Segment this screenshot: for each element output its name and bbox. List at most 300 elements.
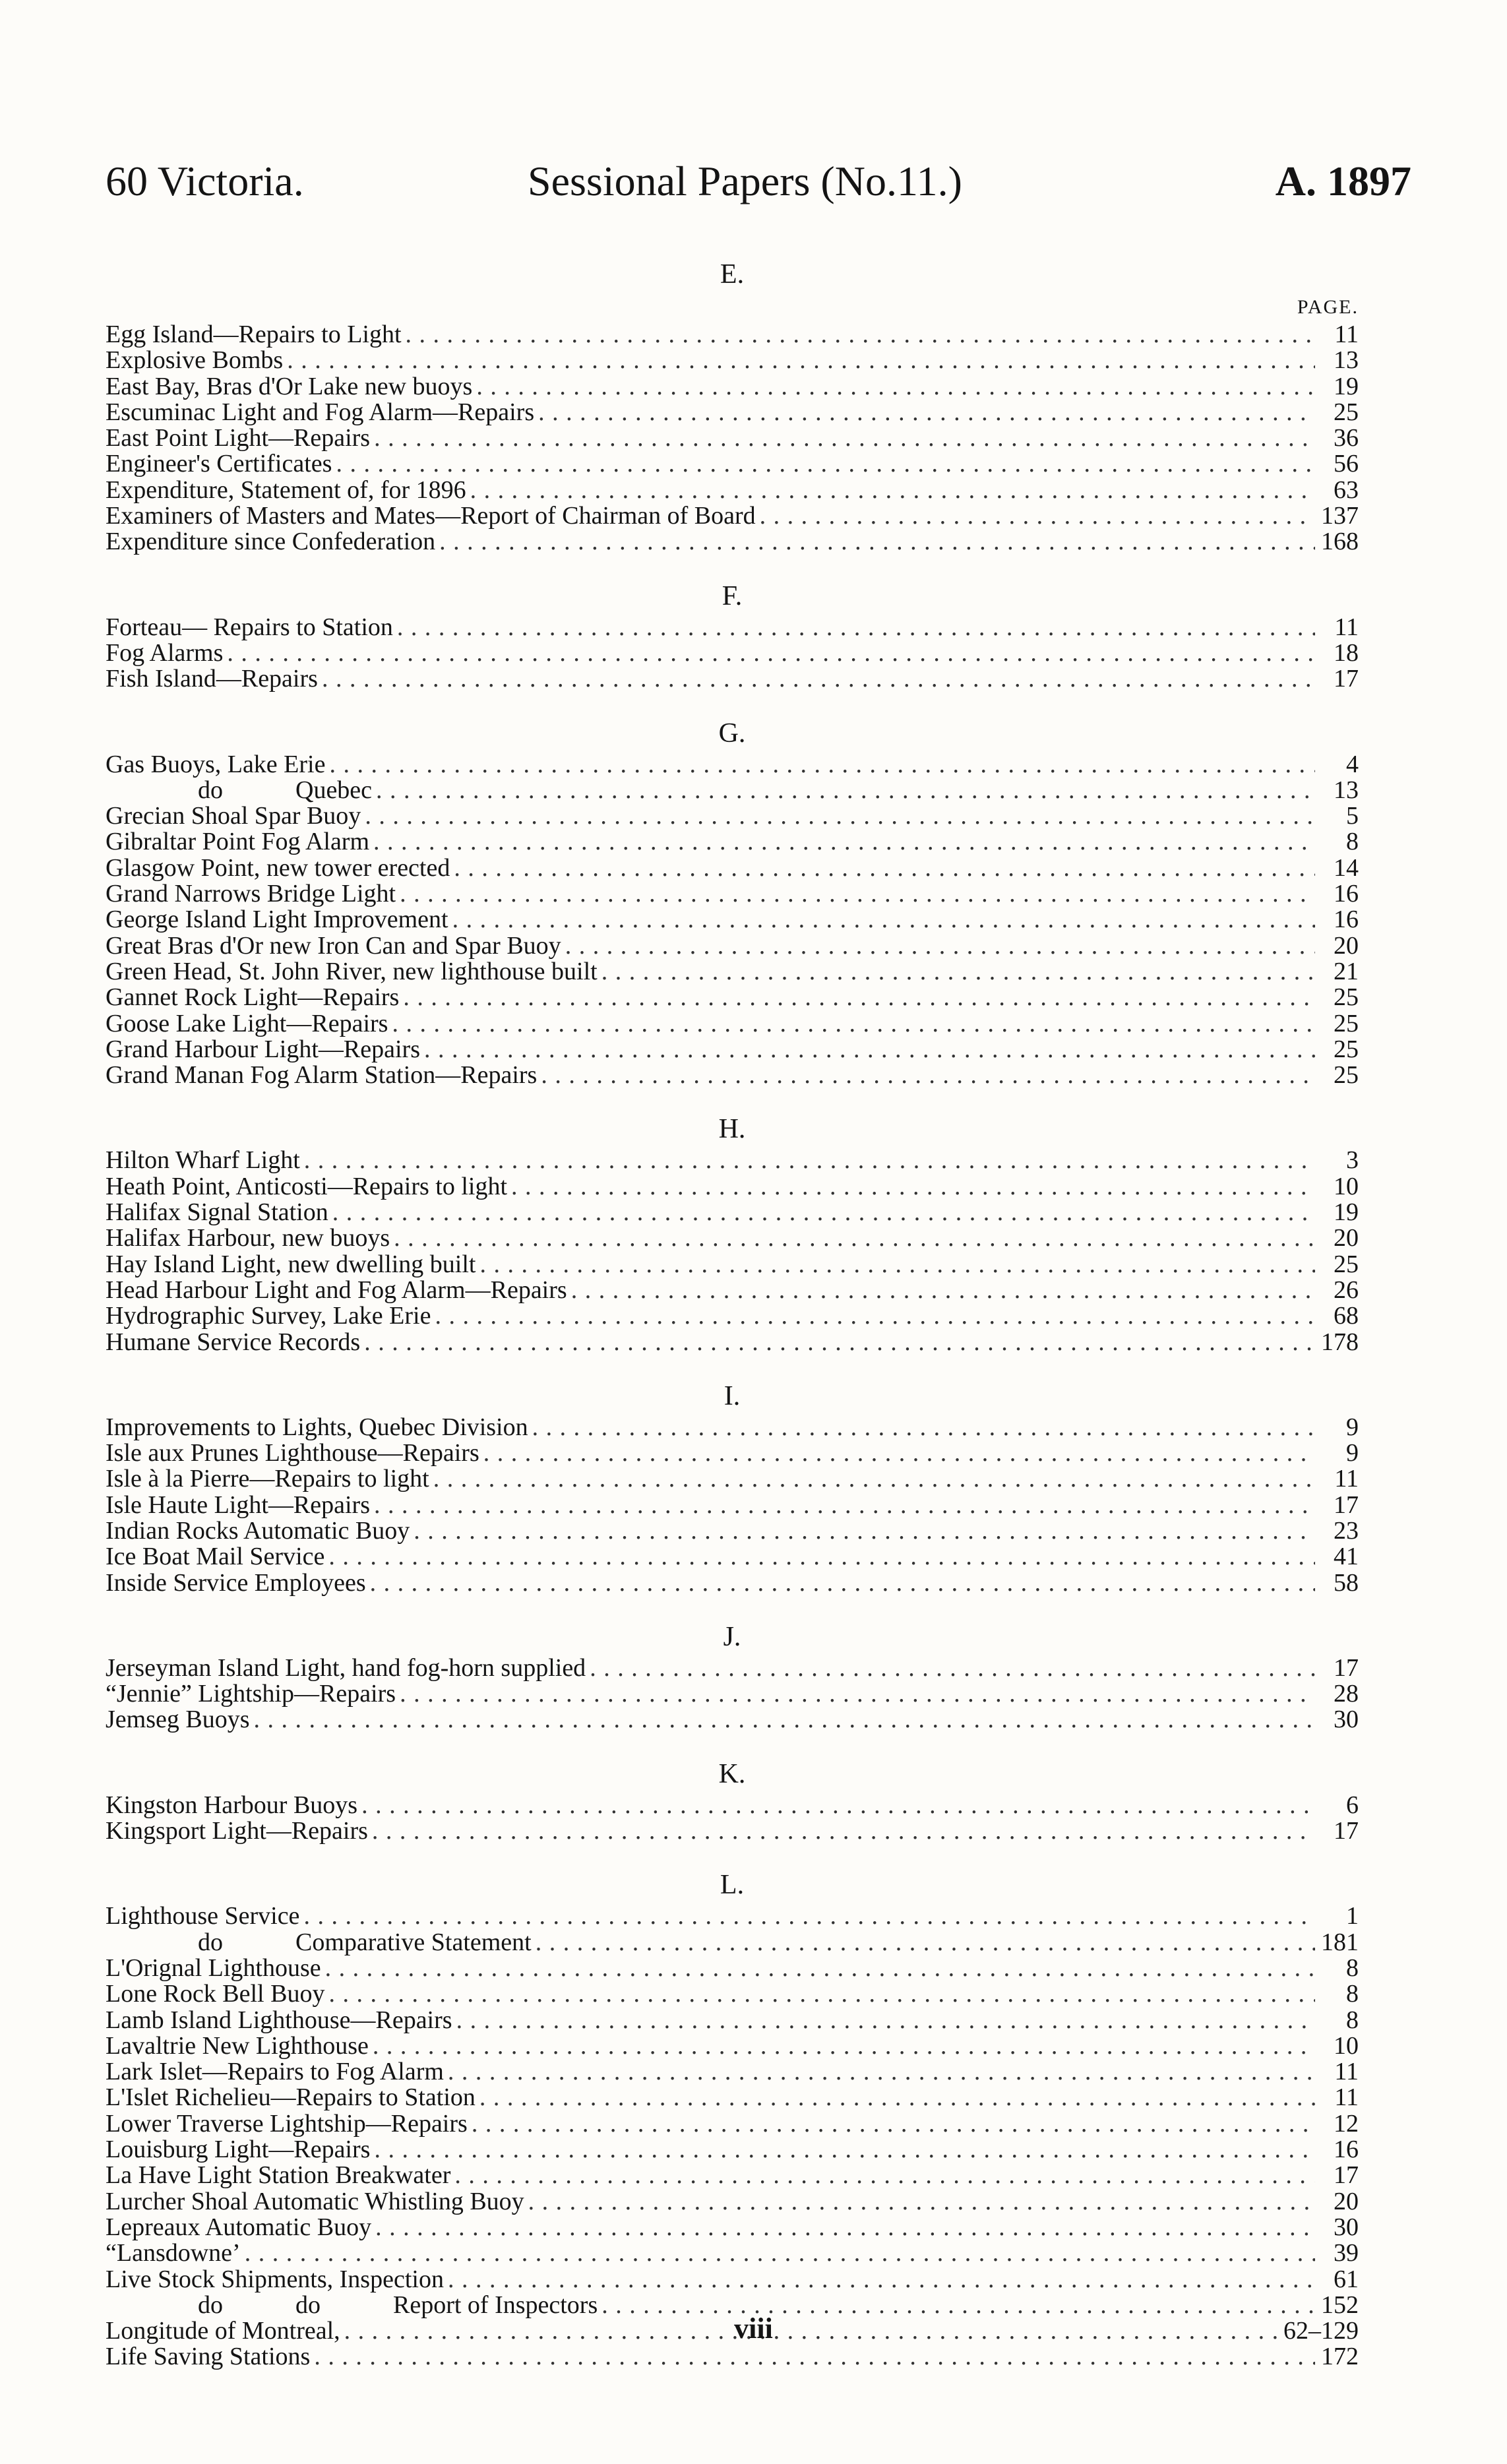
entry-label [106,1544,324,1570]
entry-label [106,1278,567,1303]
entry-text: Examiners of Masters and Mates—Report of Chairman of Board [106,502,756,530]
entry-label [106,803,361,829]
entry-text: Egg Island—Repairs to Light [106,321,402,348]
index-entry [106,959,1359,985]
entry-page: 11 [1334,2058,1359,2086]
dot-leader [403,985,1315,1010]
entry-label [106,1037,420,1063]
dot-leader [364,1330,1315,1355]
index-entry [106,2085,1359,2110]
entry-page: 16 [1334,906,1359,934]
entry-label [106,2111,468,2137]
section-letter: E. [720,259,745,290]
dot-leader [376,778,1315,803]
entry-text: Green Head, St. John River, new lighthouse built [106,957,598,985]
dot-leader [374,1493,1315,1518]
entry-text: Lurcher Shoal Automatic Whistling Buoy [106,2187,524,2215]
index-entry [106,752,1359,778]
entry-page: 21 [1334,957,1359,985]
dot-leader [476,374,1315,400]
entry-label [106,322,402,348]
entry-page: 11 [1334,321,1359,348]
entry-page: 36 [1334,424,1359,452]
dot-leader [328,1544,1315,1570]
section-letter: F. [722,580,743,611]
index-entry [106,400,1359,425]
dot-leader [394,1225,1315,1251]
entry-page: 3 [1346,1146,1359,1175]
entry-text: Expenditure, Statement of, for 1896 [106,476,466,504]
entry-text: Kingston Harbour Buoys [106,1791,358,1819]
entry-subtext: Comparative Statement [295,1928,532,1956]
entry-label [106,1148,300,1173]
entry-text: Gannet Rock Light—Repairs [106,983,400,1012]
section-gap [106,555,1359,578]
dot-leader [470,477,1315,503]
entry-label [106,1681,396,1707]
entry-page: 181 [1321,1928,1359,1956]
dot-leader [601,959,1315,985]
index-entry [106,1063,1359,1088]
dot-leader [760,503,1315,529]
entry-text: Longitude of Montreal, [106,2317,340,2345]
index-entry [106,2137,1359,2163]
dot-leader [361,1793,1315,1818]
index-entry [106,1544,1359,1570]
index-entry [106,2111,1359,2137]
index-list [106,256,1359,2370]
entry-text: Gas Buoys, Lake Erie [106,750,326,778]
entry-text: Jemseg Buoys [106,1706,250,1734]
entry-page: 12 [1334,2109,1359,2138]
entry-page: 25 [1334,1009,1359,1037]
dot-leader [254,1707,1316,1733]
dot-leader [392,1011,1315,1037]
entry-text: Ice Boat Mail Service [106,1543,325,1571]
index-entry [106,2033,1359,2059]
index-entry [106,881,1359,907]
entry-text: Forteau— Repairs to Station [106,613,393,641]
entry-page: 8 [1346,828,1359,856]
entry-label [106,1493,370,1518]
dot-leader [433,1466,1315,1492]
index-entry [106,1707,1359,1733]
header-year: A. 1897 [1275,158,1411,204]
index-entry [106,477,1359,503]
entry-text: Escuminac Light and Fog Alarm—Repairs [106,398,535,426]
entry-page: 1 [1346,1902,1359,1930]
dot-leader [314,2344,1315,2370]
entry-label [106,2344,310,2370]
section-letter: H. [718,1114,746,1145]
entry-text: Fog Alarms [106,638,224,667]
entry-page: 58 [1334,1568,1359,1597]
entry-text: Isle aux Prunes Lighthouse—Repairs [106,1439,479,1467]
dot-leader [454,855,1315,881]
entry-label [106,907,448,933]
entry-text: Kingsport Light—Repairs [106,1817,368,1845]
dot-leader [472,2111,1315,2137]
entry-page: 62–129 [1283,2317,1359,2345]
entry-page: 17 [1334,2161,1359,2190]
index-entry [106,2267,1359,2293]
entry-text: Isle Haute Light—Repairs [106,1491,371,1519]
entry-label [106,2267,444,2293]
dot-leader [325,1956,1315,1981]
entry-label [106,2033,369,2059]
index-entry [106,1174,1359,1200]
entry-text: Grand Narrows Bridge Light [106,880,396,908]
index-entry [106,1252,1359,1278]
entry-label [106,1440,479,1466]
entry-text: L'Orignal Lighthouse [106,1954,321,1982]
entry-text: Great Bras d'Or new Iron Can and Spar Buoy [106,931,561,960]
entry-text: Improvements to Lights, Quebec Division [106,1413,528,1441]
entry-page: 39 [1334,2239,1359,2267]
entry-text: Lower Traverse Lightship—Repairs [106,2109,468,2138]
entry-label [106,959,598,985]
entry-text: Lighthouse Service [106,1902,300,1930]
index-entry [106,1681,1359,1707]
entry-label [106,2163,450,2188]
entry-text: Hay Island Light, new dwelling built [106,1250,476,1278]
dot-leader [536,1930,1315,1956]
dot-leader [448,2267,1315,2293]
entry-subtext: do [295,2291,321,2319]
index-entry [106,2008,1359,2033]
dot-leader [452,907,1315,933]
index-entry [106,322,1359,348]
index-entry [106,1956,1359,1981]
entry-page: 56 [1334,450,1359,478]
entry-text: Lepreaux Automatic Buoy [106,2213,372,2241]
dot-leader [329,752,1315,778]
dot-leader [479,1252,1315,1278]
index-entry [106,1981,1359,2007]
dot-leader [571,1278,1315,1303]
entry-text: East Bay, Bras d'Or Lake new buoys [106,372,473,400]
entry-page: 25 [1334,983,1359,1012]
entry-label [106,425,370,451]
entry-label [106,615,393,640]
entry-text: Grand Manan Fog Alarm Station—Repairs [106,1061,538,1090]
entry-label [106,829,369,855]
dot-leader [406,322,1315,348]
entry-page: 41 [1334,1543,1359,1571]
index-entry [106,2215,1359,2240]
section-gap [106,1733,1359,1756]
dot-leader [541,1063,1315,1088]
index-entry [106,829,1359,855]
entry-text: La Have Light Station Breakwater [106,2161,451,2190]
dot-leader [287,348,1315,373]
dot-leader [373,829,1315,855]
index-entry [106,1011,1359,1037]
dot-leader [328,1981,1315,2007]
index-entry [106,666,1359,692]
entry-label [106,348,283,373]
dot-leader [375,2215,1315,2240]
entry-page: 20 [1334,931,1359,960]
entry-page: 25 [1334,398,1359,426]
index-entry [106,1655,1359,1681]
entry-label [106,752,325,778]
page-number: viii [734,2312,773,2345]
entry-text: Head Harbour Light and Fog Alarm—Repairs [106,1276,567,1304]
entry-text: Gibraltar Point Fog Alarm [106,828,370,856]
entry-page: 9 [1346,1439,1359,1467]
entry-page: 152 [1321,2291,1359,2319]
dot-leader [245,2240,1315,2266]
entry-label [106,2215,371,2240]
entry-page: 6 [1346,1791,1359,1819]
entry-text: Goose Lake Light—Repairs [106,1009,388,1037]
entry-label [106,529,435,555]
entry-page: 26 [1334,1276,1359,1304]
index-entry [106,1303,1359,1329]
entry-page: 30 [1334,1706,1359,1734]
entry-label [106,2137,370,2163]
entry-label [106,1174,507,1200]
entry-label [106,2059,444,2085]
index-entry [106,1466,1359,1492]
entry-label [106,1330,360,1355]
entry-text: Life Saving Stations [106,2343,311,2371]
entry-page: 137 [1321,502,1359,530]
dot-leader [538,400,1315,425]
index-entry [106,1493,1359,1518]
entry-text: Halifax Harbour, new buoys [106,1224,390,1252]
index-entry [106,425,1359,451]
entry-page: 63 [1334,476,1359,504]
dot-leader [528,2189,1315,2215]
entry-page: 17 [1334,665,1359,693]
entry-text: Isle à la Pierre—Repairs to light [106,1465,429,1493]
entry-text: Halifax Signal Station [106,1198,328,1227]
dot-leader [374,425,1315,451]
index-entry [106,1793,1359,1818]
index-entry [106,803,1359,829]
entry-label [106,881,396,907]
index-entry [106,640,1359,666]
index-entry [106,1225,1359,1251]
entry-label [106,1225,390,1251]
index-entry [106,1037,1359,1063]
header-title: Sessional Papers (No.11.) [528,158,962,204]
index-entry [106,1570,1359,1596]
entry-label [106,1956,321,1981]
entry-text: Glasgow Point, new tower erected [106,853,450,882]
entry-label [106,1930,532,1956]
entry-text: Inside Service Employees [106,1568,366,1597]
entry-label [106,1903,299,1929]
entry-page: 28 [1334,1680,1359,1708]
entry-label [106,1818,368,1844]
entry-page: 19 [1334,1198,1359,1227]
entry-label [106,640,223,666]
entry-page: 11 [1334,613,1359,641]
entry-label [106,1518,410,1544]
entry-label [106,2085,476,2110]
dot-leader [456,2008,1315,2033]
dot-leader [374,2137,1315,2163]
section-gap [106,1844,1359,1866]
index-entry [106,2240,1359,2266]
entry-page: 20 [1334,2187,1359,2215]
dot-leader [511,1174,1315,1200]
dot-leader [365,803,1315,829]
entry-page: 68 [1334,1302,1359,1330]
entry-page: 23 [1334,1516,1359,1545]
entry-text: Fish Island—Repairs [106,665,318,693]
index-entry [106,2344,1359,2370]
entry-subtext: Quebec [295,776,373,804]
entry-text: Jerseyman Island Light, hand fog-horn supplied [106,1653,586,1682]
index-entry [106,1415,1359,1440]
section-gap [106,1088,1359,1111]
section-letter: I. [723,1380,741,1411]
index-entry [106,1930,1359,1956]
dot-leader [424,1037,1315,1063]
running-header [106,155,1411,208]
section-letter: G. [718,718,746,749]
dot-leader [303,1903,1315,1929]
entry-label [106,1466,429,1492]
entry-text: do [198,1928,223,1956]
entry-label [106,1011,388,1037]
entry-page: 172 [1321,2343,1359,2371]
entry-text: Engineer's Certificates [106,450,332,478]
dot-leader [565,933,1315,959]
dot-leader [397,615,1315,640]
entry-text: Louisburg Light—Repairs [106,2136,371,2164]
index-entry [106,348,1359,373]
entry-text: Live Stock Shipments, Inspection [106,2265,444,2293]
entry-text: “Lansdowne’ [106,2239,241,2267]
entry-text: Lark Islet—Repairs to Fog Alarm [106,2058,444,2086]
entry-page: 16 [1334,2136,1359,2164]
index-entry [106,1903,1359,1929]
dot-leader [400,881,1315,907]
section-gap [106,693,1359,715]
dot-leader [590,1655,1315,1681]
entry-text: Explosive Bombs [106,346,284,375]
entry-label [106,1200,328,1225]
entry-label [106,2189,524,2215]
section-letter: L. [720,1870,745,1901]
entry-page: 17 [1334,1653,1359,1682]
entry-page: 16 [1334,880,1359,908]
entry-text: “Jennie” Lightship—Repairs [106,1680,396,1708]
entry-page: 168 [1321,528,1359,556]
index-entry [106,1148,1359,1173]
dot-leader [372,1818,1315,1844]
entry-page: 178 [1321,1328,1359,1356]
entry-page: 8 [1346,2006,1359,2034]
entry-label [106,374,472,400]
entry-text: East Point Light—Repairs [106,424,371,452]
entry-page: 10 [1334,1172,1359,1200]
index-entry [106,2189,1359,2215]
dot-leader [332,1200,1315,1225]
index-entry [106,1278,1359,1303]
entry-text: Lavaltrie New Lighthouse [106,2031,369,2060]
entry-page: 8 [1346,1980,1359,2008]
index-entry [106,855,1359,881]
entry-page: 10 [1334,2031,1359,2060]
index-entry [106,1518,1359,1544]
entry-text: Hilton Wharf Light [106,1146,300,1175]
entry-text: Humane Service Records [106,1328,361,1356]
index-entry [106,503,1359,529]
dot-leader [227,640,1315,666]
dot-leader [370,1570,1315,1596]
entry-text: Heath Point, Anticosti—Repairs to light [106,1172,508,1200]
dot-leader [400,1681,1315,1707]
dot-leader [448,2059,1315,2085]
index-entry [106,451,1359,477]
entry-subtext: Report of Inspectors [393,2291,598,2319]
entry-label [106,1793,357,1818]
dot-leader [479,2085,1315,2110]
index-entry [106,374,1359,400]
section-gap [106,1596,1359,1618]
entry-label [106,1252,476,1278]
entry-label [106,985,399,1010]
index-entry [106,1440,1359,1466]
entry-label [106,2240,241,2266]
index-entry [106,1330,1359,1355]
entry-text: Lamb Island Lighthouse—Repairs [106,2006,452,2034]
entry-page: 13 [1334,346,1359,375]
section-letter: J. [723,1621,741,1652]
index-entry [106,615,1359,640]
index-entry [106,2163,1359,2188]
dot-leader [435,1303,1315,1329]
entry-page: 9 [1346,1413,1359,1441]
entry-label [106,778,372,803]
entry-text: do [198,776,223,804]
entry-label [106,933,561,959]
entry-page: 14 [1334,853,1359,882]
entry-page: 17 [1334,1491,1359,1519]
entry-label [106,1655,586,1681]
entry-page: 25 [1334,1035,1359,1063]
entry-page: 25 [1334,1061,1359,1090]
index-entry [106,1200,1359,1225]
dot-leader [304,1148,1315,1173]
entry-label [106,1570,366,1596]
dot-leader [414,1518,1315,1544]
entry-page: 17 [1334,1817,1359,1845]
index-entry [106,907,1359,933]
entry-text: Grecian Shoal Spar Buoy [106,802,361,830]
dot-leader [483,1440,1315,1466]
entry-text: Hydrographic Survey, Lake Erie [106,1302,431,1330]
entry-page: 13 [1334,776,1359,804]
entry-page: 8 [1346,1954,1359,1982]
entry-page: 19 [1334,372,1359,400]
index-entry [106,933,1359,959]
entry-page: 18 [1334,638,1359,667]
dot-leader [336,451,1315,477]
dot-leader [322,666,1315,692]
entry-label [106,1415,528,1440]
entry-page: 11 [1334,1465,1359,1493]
entry-text: Lone Rock Bell Buoy [106,1980,325,2008]
dot-leader [532,1415,1315,1440]
section-gap [106,1355,1359,1378]
